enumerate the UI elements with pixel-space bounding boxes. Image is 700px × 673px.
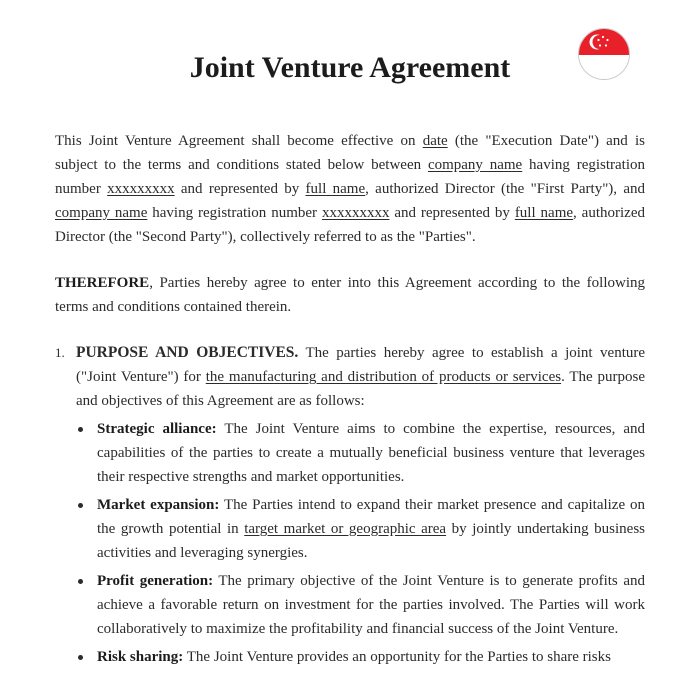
date-field[interactable]: date bbox=[422, 133, 448, 149]
venture-purpose-field[interactable]: the manufacturing and distribution of products or services bbox=[205, 369, 562, 385]
objectives-list bbox=[76, 417, 645, 669]
section-intro: PURPOSE AND OBJECTIVES. The parties hereby agree to establish a joint venture ("Joint Venture") for the manufacturing and distribution of products or services. The purpose and objectives of this Agreement are as follows: bbox=[76, 344, 646, 409]
target-market-field[interactable]: target market or geographic area bbox=[244, 521, 447, 537]
section-purpose-objectives bbox=[55, 341, 645, 669]
full-name-field-2[interactable]: full name bbox=[514, 205, 574, 221]
company-name-field-1[interactable]: company name bbox=[427, 157, 523, 173]
full-name-field-1[interactable]: full name bbox=[305, 181, 366, 197]
therefore-paragraph: THEREFORE, Parties hereby agree to enter into this Agreement according to the following terms and conditions contained therein. bbox=[55, 275, 645, 315]
list-item: Strategic alliance: The Joint Venture aims to combine the expertise, resources, and capabilities of the parties to create a mutually beneficial business venture that leverages their respective strengths and market opportunities. bbox=[76, 417, 645, 489]
registration-number-field-1[interactable]: xxxxxxxxx bbox=[107, 181, 175, 197]
bullet-icon bbox=[78, 503, 83, 508]
document-body bbox=[55, 129, 645, 673]
section-title: PURPOSE AND OBJECTIVES. bbox=[76, 344, 299, 361]
list-item: Market expansion: The Parties intend to expand their market presence and capitalize on the growth potential in target market or geographic area by jointly undertaking business activities and leveraging synergies. bbox=[76, 493, 645, 565]
document-title: Joint Venture Agreement bbox=[189, 51, 511, 84]
intro-paragraph: This Joint Venture Agreement shall become effective on date (the "Execution Date") and is subject to the terms and conditions stated below between company name having registration number xxxxxxxxx and represented by full name, authorized Director (the "First Party"), and company name having registration number xxxxxxxxx and represented by full name, authorized Director (the "Second Party"), collectively referred to as the "Parties". bbox=[55, 133, 646, 245]
bullet-icon bbox=[78, 579, 83, 584]
company-name-field-2[interactable]: company name bbox=[55, 205, 148, 221]
bullet-icon bbox=[78, 427, 83, 432]
registration-number-field-2[interactable]: xxxxxxxxx bbox=[321, 205, 390, 221]
section-number: 1. bbox=[55, 345, 65, 360]
list-item: Profit generation: The primary objective of the Joint Venture is to generate profits and achieve a favorable return on investment for the parties involved. The Parties will work collaboratively to maximize the profitability and financial success of the Joint Venture. bbox=[76, 569, 645, 641]
bullet-icon bbox=[78, 655, 83, 660]
list-item: Risk sharing: The Joint Venture provides an opportunity for the Parties to share risks bbox=[76, 645, 645, 669]
